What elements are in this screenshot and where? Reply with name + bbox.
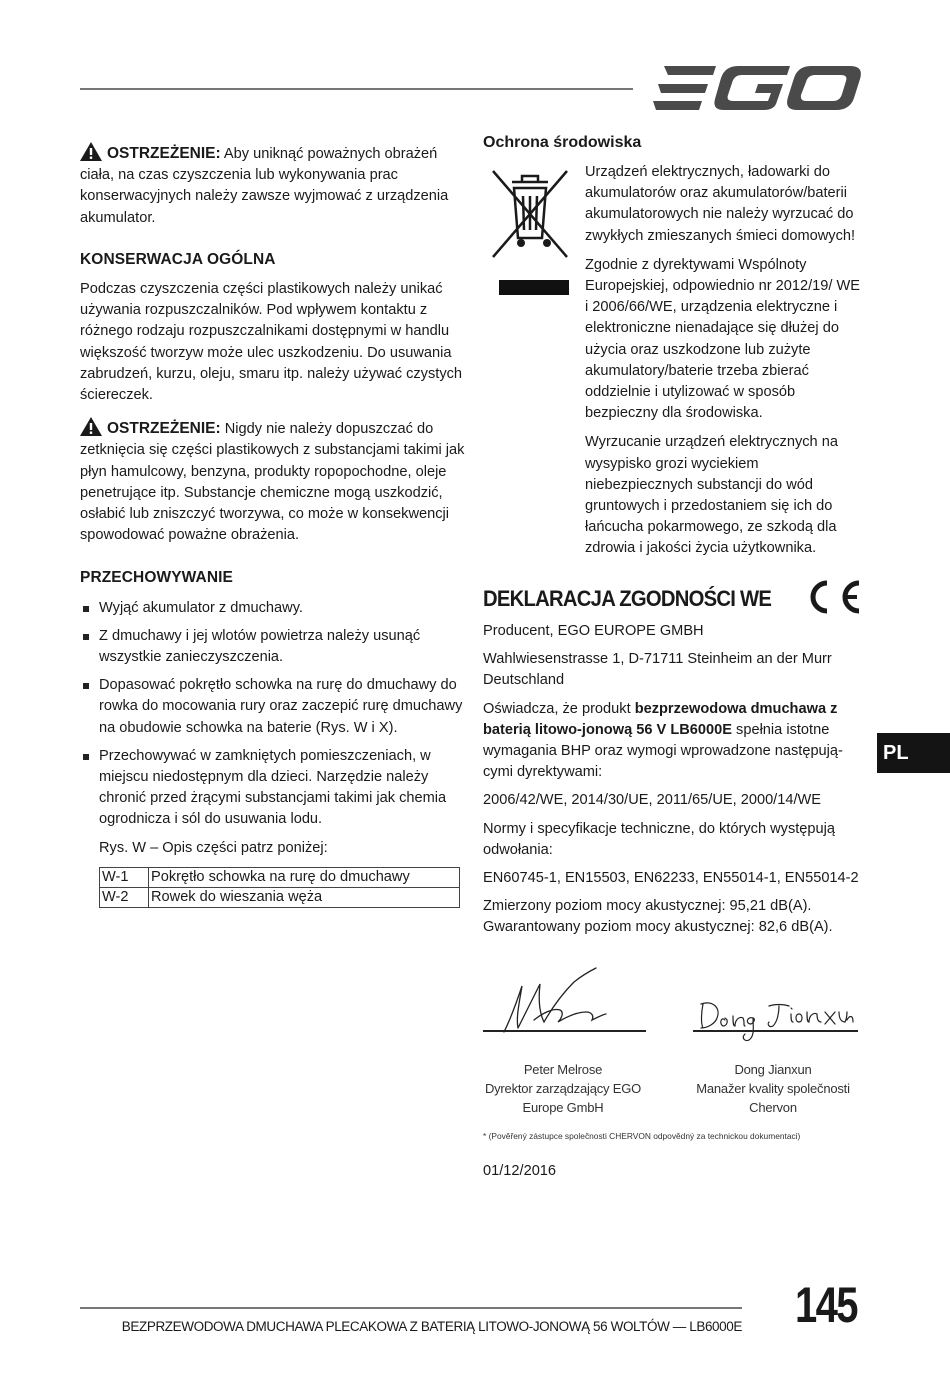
ego-logo xyxy=(650,64,862,112)
signature-line xyxy=(693,1030,858,1032)
declaration-date: 01/12/2016 xyxy=(483,1163,557,1179)
footnote: * (Pověřený zástupce společnosti CHERVON odpovědný za technickou dokumentaci) xyxy=(483,1131,801,1141)
weee-bar xyxy=(499,280,569,295)
header-rule xyxy=(80,88,633,90)
signer-role: Manažer kvality společnosti xyxy=(696,1081,850,1096)
environment-paragraph: Wyrzucanie urządzeń elektrycznych na wysypisko grozi wyciekiem niebezpiecznych substancji do wód gruntowych i przedostaniem się ich do łańcucha pokarmowego, ze szkodą dla zdrowia i jakości życia użytkownika. xyxy=(585,434,838,557)
warning-triangle-icon xyxy=(80,417,102,436)
signature-line xyxy=(483,1030,646,1032)
footer-text: BEZPRZEWODOWA DMUCHAWA PLECAKOWA Z BATERIĄ LITOWO-JONOWĄ 56 WOLTÓW — LB6000E xyxy=(121,1319,742,1334)
warning-triangle-icon xyxy=(80,142,102,161)
table-row xyxy=(100,867,460,887)
signer-org: Chervon xyxy=(749,1100,797,1115)
part-code: W-2 xyxy=(100,887,149,907)
warning-text: Aby uniknąć poważnych obrażeń ciała, na czas czyszczenia lub wykonywania prac konserwacyjnych należy zawsze wyjmować z urządzenia akumulator. xyxy=(80,146,449,226)
ce-mark-icon xyxy=(805,578,863,616)
environment-text xyxy=(585,162,865,568)
figure-note: Rys. W – Opis części patrz poniżej: xyxy=(99,839,328,856)
warning-block-chemicals xyxy=(80,417,465,546)
signer-name: Dong Jianxun xyxy=(734,1062,812,1077)
product-name: bezprzewodowa dmuchawa z baterią litowo-jonową 56 V LB6000E xyxy=(483,700,838,738)
list-item: Przechowywać w zamkniętych pomieszczeniach, w miejscu niedostępnym dla dzieci. Narzędzie należy chronić przed żrącymi substancjami takimi jak chemia ogrodnicza i sól do usuwania lodu. xyxy=(80,746,465,831)
declaration-heading: DEKLARACJA ZGODNOŚCI WE xyxy=(483,586,772,611)
signer-name: Peter Melrose xyxy=(523,1062,603,1077)
declaration-body xyxy=(483,621,863,946)
page-number: 145 xyxy=(795,1277,857,1333)
environment-heading: Ochrona środowiska xyxy=(483,134,642,151)
crossed-out-wheelie-bin-icon xyxy=(490,168,570,260)
address: Wahlwiesenstrasse 1, D-71711 Steinheim an der Murr Deutschland xyxy=(483,651,832,689)
warning-label: OSTRZEŻENIE: xyxy=(107,420,221,438)
warning-block-cleaning xyxy=(80,142,465,229)
section-heading-general-maintenance: KONSERWACJA OGÓLNA xyxy=(80,250,276,268)
statement xyxy=(483,699,863,784)
standards-intro: Normy i specyfikacje techniczne, do których występują odwołania: xyxy=(483,820,836,858)
list-item: Wyjąć akumulator z dmuchawy. xyxy=(80,598,465,619)
signature-dong-jianxun xyxy=(695,992,855,1048)
language-tab: PL xyxy=(877,733,950,773)
signature-peter-melrose xyxy=(488,962,638,1036)
noise-measured: Zmierzony poziom mocy akustycznej: 95,21 dB(A). xyxy=(483,898,812,915)
list-item: Z dmuchawy i jej wlotów powietrza należy usunąć wszystkie zanieczyszczenia. xyxy=(80,626,465,668)
directives: 2006/42/WE, 2014/30/UE, 2011/65/UE, 2000/14/WE xyxy=(483,792,822,809)
producer: Producent, EGO EUROPE GMBH xyxy=(483,623,704,639)
table-row xyxy=(100,887,460,907)
environment-paragraph: Urządzeń elektrycznych, ładowarki do akumulatorów oraz akumulatorów/baterii akumulatorowych nie należy wyrzucać do zwykłych zmieszanych śmieci domowych! xyxy=(585,164,856,244)
statement-text: spełnia istotne wymagania BHP oraz wymogi wprowadzone następują- cymi dyrektywami: xyxy=(483,721,843,781)
warning-label: OSTRZEŻENIE: xyxy=(107,145,221,162)
part-description: Pokrętło schowka na rurę do dmuchawy xyxy=(149,867,460,887)
storage-list xyxy=(80,598,465,831)
signer-org: Europe GmbH xyxy=(522,1100,604,1115)
signer-block xyxy=(478,1060,648,1117)
general-maintenance-text: Podczas czyszczenia części plastikowych należy unikać używania rozpuszczalników. Pod wpływem kontaktu z różnego rodzaju rozpuszczalnikami dostępnymi w handlu większość tworzyw może ulec uszkodzeniu. Do usuwania zabrudzeń, kurzu, oleju, smaru itp. należy używać czystych ściereczek. xyxy=(80,281,463,404)
environment-paragraph: Zgodnie z dyrektywami Wspólnoty Europejskiej, odpowiednio nr 2012/19/ WE i 2006/66/WE, urządzenia elektryczne i elektroniczne nienadające się dłużej do użycia oraz uszkodzone lub zużyte akumulatory/baterie trzeba zbierać oddzielnie i utylizować w sposób bezpieczny dla środowiska. xyxy=(585,256,861,422)
parts-table xyxy=(99,867,460,908)
left-column xyxy=(80,142,465,908)
part-code: W-1 xyxy=(100,867,149,887)
section-heading-storage: PRZECHOWYWANIE xyxy=(80,569,233,587)
signer-block xyxy=(688,1060,858,1117)
standards: EN60745-1, EN15503, EN62233, EN55014-1, EN55014-2 xyxy=(483,870,859,887)
noise-guaranteed: Gwarantowany poziom mocy akustycznej: 82,6 dB(A). xyxy=(483,919,833,936)
part-description: Rowek do wieszania węża xyxy=(149,887,460,907)
signer-role: Dyrektor zarządzający EGO xyxy=(484,1081,642,1096)
warning-text: Nigdy nie należy dopuszczać do zetknięcia się części plastikowych z substancjami takimi jak płyn hamulcowy, benzyna, produkty ropopochodne, oleje penetrujące itp. Substancje chemiczne mogą uszkodzić, osłabić lub zniszczyć tworzywa, co może w konsekwencji spowodować poważne obrażenia. xyxy=(80,421,465,544)
statement-text: Oświadcza, że produkt xyxy=(483,700,635,717)
footer-rule xyxy=(80,1307,742,1309)
list-item: Dopasować pokrętło schowka na rurę do dmuchawy do rowka do mocowania rury oraz zaczepić rurę dmuchawy na obudowie schowka na baterie (Rys. W i X). xyxy=(80,675,465,739)
